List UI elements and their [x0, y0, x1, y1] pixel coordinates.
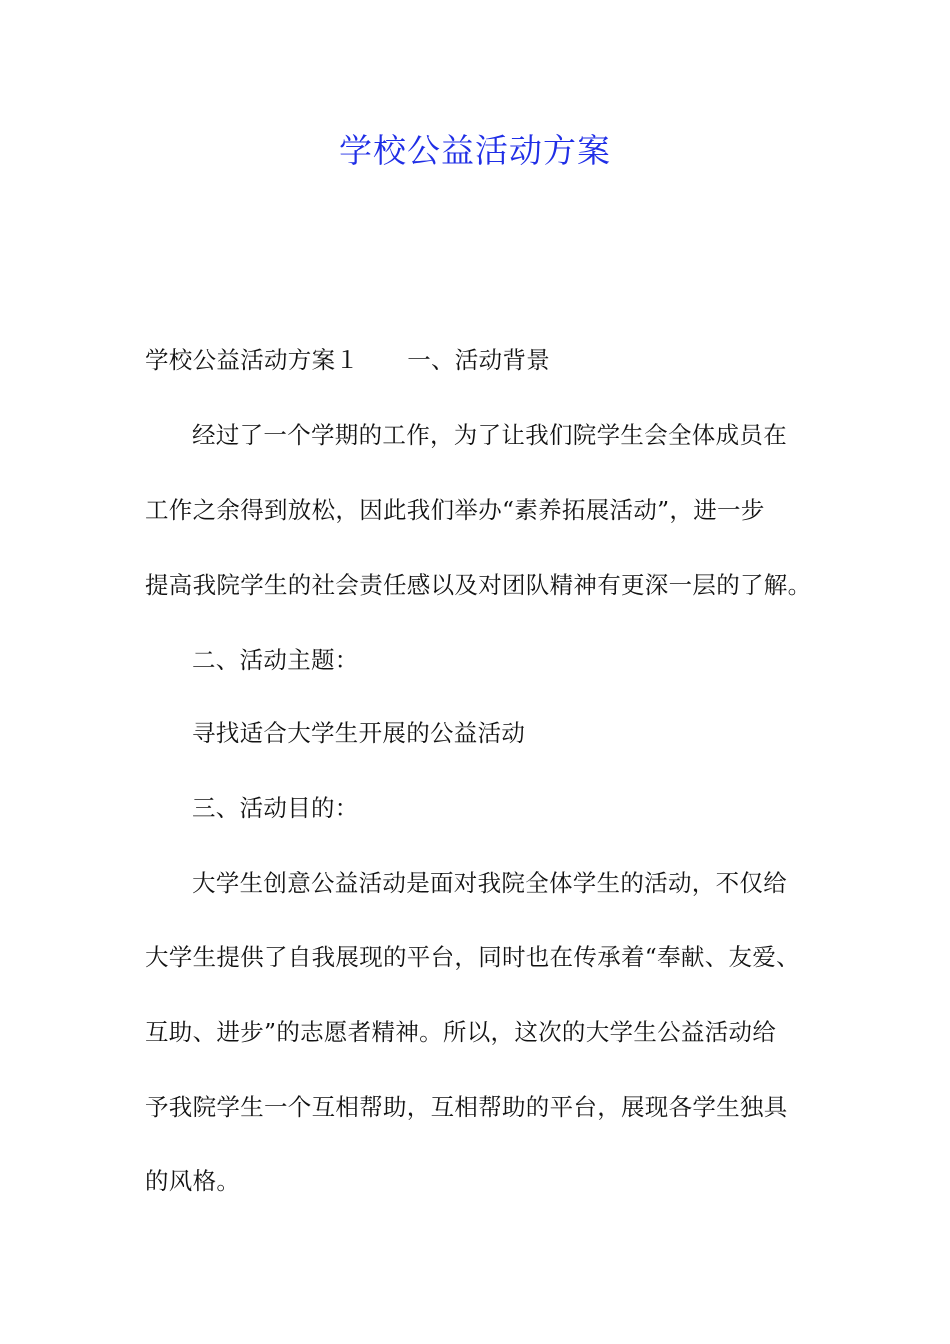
paragraph-line: 工作之余得到放松，因此我们举办“素养拓展活动”，进一步	[145, 496, 765, 524]
heading-label: 学校公益活动方案１	[145, 346, 360, 374]
paragraph-line: 寻找适合大学生开展的公益活动	[192, 719, 526, 747]
paragraph-line: 经过了一个学期的工作，为了让我们院学生会全体成员在	[192, 421, 787, 449]
paragraph-line: 大学生创意公益活动是面对我院全体学生的活动，不仅给	[192, 869, 787, 897]
paragraph-line: 大学生提供了自我展现的平台，同时也在传承着“奉献、友爱、	[145, 943, 800, 971]
heading-line	[145, 345, 550, 375]
paragraph-line: 予我院学生一个互相帮助，互相帮助的平台，展现各学生独具	[145, 1093, 788, 1121]
document-title: 学校公益活动方案	[339, 131, 611, 170]
section-heading-purpose: 三、活动目的：	[192, 794, 359, 822]
paragraph-line: 互助、进步”的志愿者精神。所以，这次的大学生公益活动给	[145, 1018, 777, 1046]
paragraph-line: 提高我院学生的社会责任感以及对团队精神有更深一层的了解。	[145, 571, 812, 599]
paragraph-line: 的风格。	[145, 1167, 241, 1195]
section-heading-background: 一、活动背景	[407, 346, 551, 374]
section-heading-theme: 二、活动主题：	[192, 646, 359, 674]
